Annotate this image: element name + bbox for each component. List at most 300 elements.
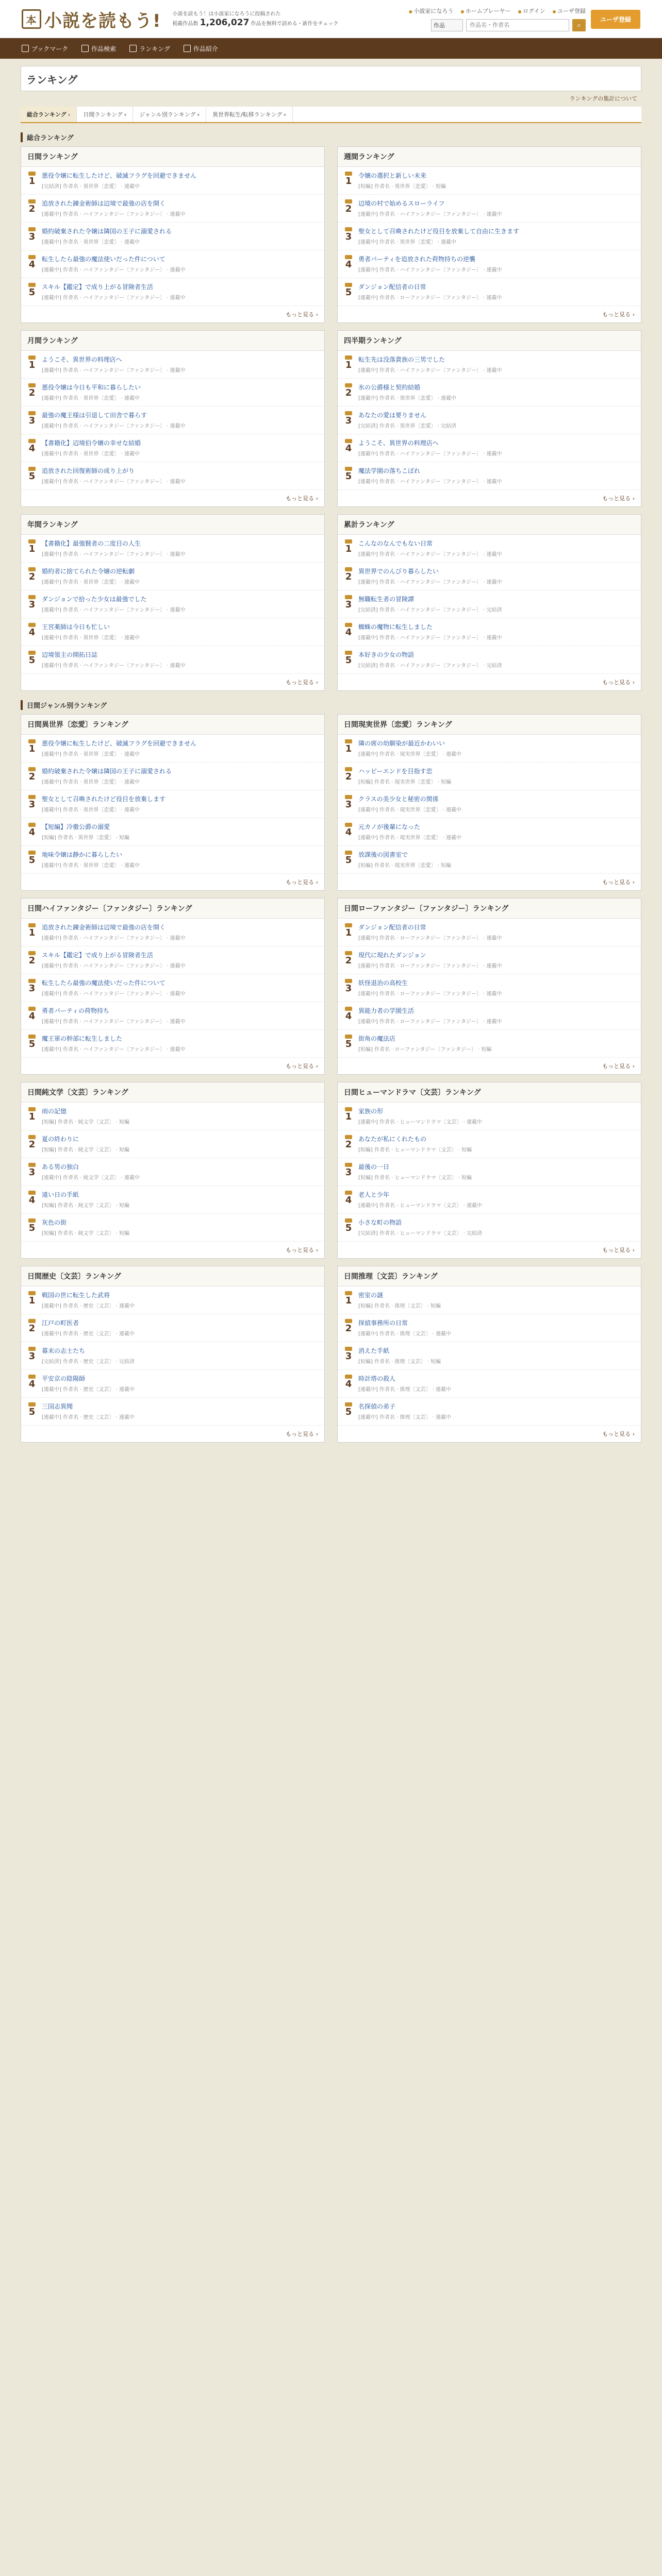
ranking-panel (21, 1266, 325, 1443)
work-meta: [連載中] 作者名 · ローファンタジー〔ファンタジー〕 · 連載中 (358, 963, 502, 969)
list-item (338, 1186, 641, 1214)
work-meta: [連載中] 作者名 · ハイファンタジー〔ファンタジー〕 · 連載中 (42, 963, 186, 969)
rank-value: 2 (28, 955, 36, 966)
header-link[interactable]: ● ホームプレーヤー (460, 7, 510, 15)
work-meta: [連載中] 作者名 · ハイファンタジー〔ファンタジー〕 · 連載中 (42, 991, 186, 997)
work-meta: [連載中] 作者名 · ハイファンタジー〔ファンタジー〕 · 連載中 (358, 552, 502, 557)
work-title-link[interactable]: あなたの愛は要りません (358, 412, 427, 419)
work-meta: [連載中] 作者名 · 歴史〔文芸〕 · 連載中 (42, 1331, 135, 1337)
crown-icon (28, 1035, 36, 1039)
rank-number (26, 255, 38, 273)
rank-value: 3 (28, 799, 36, 810)
ranking-panel (21, 1082, 325, 1259)
rank-number (26, 1191, 38, 1209)
list-item (21, 919, 324, 946)
rank-value: 4 (28, 827, 36, 838)
list-item (338, 919, 641, 946)
rank-value: 3 (28, 1351, 36, 1362)
more-link[interactable]: もっと見る › (21, 1242, 324, 1254)
rank-number (343, 439, 354, 457)
list-item (21, 735, 324, 762)
work-title-link[interactable]: 勇者パーティを追放された荷物持ちの逆襲 (358, 256, 476, 263)
work-title-link[interactable]: 婚約破棄された令嬢は隣国の王子に溺愛される (42, 228, 172, 235)
rank-value: 4 (28, 1195, 36, 1206)
rank-number (26, 1218, 38, 1236)
list-item (21, 1286, 324, 1314)
rank-number (26, 651, 38, 669)
list-item (338, 1370, 641, 1398)
crown-icon (28, 172, 36, 176)
work-title-link[interactable]: 元カノが後輩になった (358, 823, 421, 831)
tab-daily[interactable]: 日間ランキング ▾ (77, 107, 133, 122)
list-item (21, 1314, 324, 1342)
crown-icon (345, 951, 352, 955)
crown-icon (28, 227, 36, 231)
rank-number (26, 439, 38, 457)
work-title-link[interactable]: ハッピーエンドを目指す恋 (358, 768, 433, 775)
work-meta: [完結済] 作者名 · 歴史〔文芸〕 · 完結済 (42, 1359, 135, 1365)
search-type-select[interactable]: 作品 (431, 19, 463, 31)
rank-value: 4 (28, 443, 36, 454)
rank-value: 5 (28, 1223, 36, 1233)
work-title-link[interactable]: 聖女として召喚されたけど役目を放棄します (42, 795, 166, 803)
rank-number (343, 227, 354, 245)
work-title-link[interactable]: 地味令嬢は静かに暮らしたい (42, 851, 123, 858)
crown-icon (345, 439, 352, 443)
crown-icon (28, 795, 36, 799)
panel-title: 日間歴史〔文芸〕ランキング (21, 1266, 324, 1286)
rank-number (343, 199, 354, 217)
work-title-link[interactable]: ようこそ、異世界の料理店へ (42, 356, 122, 363)
work-meta: [連載中] 作者名 · ハイファンタジー〔ファンタジー〕 · 連載中 (42, 1019, 186, 1025)
work-meta: [連載中] 作者名 · 異世界〔恋愛〕 · 連載中 (42, 396, 140, 401)
work-title-link[interactable]: 転生先は没落貴族の三男でした (358, 356, 445, 363)
work-title-link[interactable]: スキル【鑑定】で成り上がる冒険者生活 (42, 952, 153, 959)
list-item (21, 351, 324, 379)
more-link[interactable]: もっと見る › (21, 306, 324, 318)
header-link[interactable]: ● 小説家になろう (409, 7, 454, 15)
rank-value: 5 (345, 287, 352, 298)
crown-icon (345, 539, 352, 544)
work-title-link[interactable]: 氷の公爵様と契約結婚 (358, 384, 421, 391)
crown-icon (28, 739, 36, 743)
rank-value: 4 (345, 443, 352, 454)
work-title-link[interactable]: 探偵事務所の日常 (358, 1319, 408, 1327)
work-title-link[interactable]: 転生したら最強の魔法使いだった件について (42, 256, 166, 263)
work-title-link[interactable]: 聖女として召喚されたけど役目を放棄して自由に生きます (358, 228, 520, 235)
rank-number (343, 539, 354, 557)
work-meta: [短編] 作者名 · 純文学〔文芸〕 · 短編 (42, 1147, 130, 1153)
list-item (21, 1030, 324, 1058)
list-item (21, 646, 324, 674)
work-title-link[interactable]: 消えた手紙 (358, 1347, 390, 1354)
list-item (21, 846, 324, 874)
work-meta: [連載中] 作者名 · ハイファンタジー〔ファンタジー〕 · 連載中 (358, 479, 502, 485)
work-title-link[interactable]: ダンジョン配信者の日常 (358, 283, 426, 291)
logo-text: 小説を読もう! (44, 10, 161, 31)
crown-icon (345, 227, 352, 231)
tab-genre[interactable]: ジャンル別ランキング ▾ (133, 107, 206, 122)
work-title-link[interactable]: 蜘蛛の魔物に転生しました (358, 623, 433, 631)
rank-value: 4 (28, 259, 36, 270)
work-title-link[interactable]: 【書籍化】最強賢者の二度目の人生 (42, 540, 141, 547)
work-title-link[interactable]: 【短編】冷徹公爵の溺愛 (42, 823, 110, 831)
more-link[interactable]: もっと見る › (21, 874, 324, 886)
list-item (338, 1158, 641, 1186)
work-title-link[interactable]: 異世界でのんびり暮らしたい (358, 568, 439, 575)
work-meta: [連載中] 作者名 · 異世界〔恋愛〕 · 連載中 (42, 779, 140, 785)
rank-number (26, 355, 38, 374)
work-meta: [連載中] 作者名 · ローファンタジー〔ファンタジー〕 · 連載中 (358, 936, 502, 941)
list-item (338, 1398, 641, 1426)
more-link[interactable]: もっと見る › (338, 1242, 641, 1254)
work-title-link[interactable]: 小さな町の物語 (358, 1219, 402, 1226)
crown-icon (345, 383, 352, 387)
rank-value: 4 (345, 1011, 352, 1022)
work-title-link[interactable]: 放課後の図書室で (358, 851, 408, 858)
list-item (338, 379, 641, 406)
header-link[interactable]: ● ユーザ登録 (552, 7, 586, 15)
work-meta: [完結済] 作者名 · ヒューマンドラマ〔文芸〕 · 完結済 (358, 1231, 483, 1236)
work-meta: [完結済] 作者名 · ハイファンタジー〔ファンタジー〕 · 完結済 (358, 663, 502, 669)
rank-number (26, 923, 38, 941)
list-item (21, 278, 324, 306)
work-title-link[interactable]: 街角の魔法店 (358, 1035, 396, 1042)
work-title-link[interactable]: ある男の独白 (42, 1163, 79, 1171)
ranking-panel (337, 714, 641, 891)
rank-number (26, 851, 38, 869)
rank-value: 5 (28, 1406, 36, 1417)
rank-value: 2 (345, 387, 352, 398)
rank-value: 1 (28, 743, 36, 754)
work-title-link[interactable]: こんなのなんでもない日常 (358, 540, 433, 547)
work-title-link[interactable]: 転生したら最強の魔法使いだった件について (42, 979, 166, 987)
crown-icon (28, 467, 36, 471)
crown-icon (345, 979, 352, 983)
ranking-panel (21, 898, 325, 1075)
work-title-link[interactable]: 平安京の陰陽師 (42, 1375, 86, 1382)
work-title-link[interactable]: あなたが私にくれたもの (358, 1136, 427, 1143)
rank-value: 3 (28, 599, 36, 610)
nav-ranking[interactable]: ランキング (129, 44, 170, 53)
book-icon (184, 45, 191, 52)
rank-number (343, 951, 354, 969)
work-title-link[interactable]: 灰色の街 (42, 1219, 67, 1226)
rank-number (26, 411, 38, 429)
work-title-link[interactable]: 辺境領主の開拓日誌 (42, 651, 98, 658)
work-meta: [連載中] 作者名 · ローファンタジー〔ファンタジー〕 · 連載中 (358, 295, 502, 301)
work-title-link[interactable]: 悪役令嬢に転生したけど、破滅フラグを回避できません (42, 740, 197, 747)
search-input[interactable] (466, 19, 569, 31)
work-title-link[interactable]: 幕末の志士たち (42, 1347, 86, 1354)
list-item (21, 790, 324, 818)
work-meta: [連載中] 作者名 · ハイファンタジー〔ファンタジー〕 · 連載中 (42, 607, 186, 613)
ranking-info-link[interactable]: ランキングの集計について (569, 95, 637, 102)
ranking-panel (337, 330, 641, 507)
rank-value: 5 (345, 1406, 352, 1417)
work-meta: [連載中] 作者名 · 現実世界〔恋愛〕 · 連載中 (358, 752, 462, 757)
work-title-link[interactable]: 最強の魔王様は引退して田舎で暮らす (42, 412, 147, 419)
crown-icon (28, 567, 36, 571)
tab-isekai[interactable]: 異世界転生/転移ランキング ▾ (206, 107, 293, 122)
rank-value: 2 (28, 387, 36, 398)
site-header (0, 0, 662, 38)
crown-icon (28, 979, 36, 983)
crown-icon (28, 1135, 36, 1139)
more-link[interactable]: もっと見る › (338, 1426, 641, 1438)
rank-value: 5 (28, 471, 36, 482)
header-link[interactable]: ● ログイン (518, 7, 545, 15)
more-link[interactable]: もっと見る › (21, 490, 324, 502)
work-title-link[interactable]: 現代に現れたダンジョン (358, 952, 426, 959)
crown-icon (28, 383, 36, 387)
rank-number (26, 539, 38, 557)
more-link[interactable]: もっと見る › (21, 674, 324, 686)
more-link[interactable]: もっと見る › (21, 1058, 324, 1070)
ranking-grid (21, 714, 641, 1443)
work-meta: [連載中] 作者名 · 異世界〔恋愛〕 · 連載中 (358, 396, 457, 401)
rank-value: 4 (345, 1195, 352, 1206)
work-title-link[interactable]: 夏の終わりに (42, 1136, 79, 1143)
count-suffix: 作品を無料で読める・新作をチェック (251, 21, 339, 27)
more-link[interactable]: もっと見る › (338, 674, 641, 686)
work-title-link[interactable]: 密室の謎 (358, 1292, 384, 1299)
work-title-link[interactable]: 時計塔の殺人 (358, 1375, 396, 1382)
work-title-link[interactable]: クラスの美少女と秘密の関係 (358, 795, 439, 803)
list-item (338, 1286, 641, 1314)
work-title-link[interactable]: 隣の席の幼馴染が最近かわいい (358, 740, 445, 747)
work-title-link[interactable]: 【書籍化】辺境伯令嬢の幸せな結婚 (42, 439, 141, 447)
work-title-link[interactable]: 婚約者に捨てられた令嬢の逆転劇 (42, 568, 135, 575)
rank-number (343, 383, 354, 401)
rank-number (26, 1035, 38, 1053)
more-link[interactable]: もっと見る › (21, 1426, 324, 1438)
more-link[interactable]: もっと見る › (338, 874, 641, 886)
ranking-panel (337, 514, 641, 691)
work-meta: [完結済] 作者名 · 異世界〔恋愛〕 · 完結済 (358, 423, 457, 429)
work-title-link[interactable]: 戦国の世に転生した武将 (42, 1292, 110, 1299)
work-meta: [短編] 作者名 · 純文学〔文芸〕 · 短編 (42, 1203, 130, 1209)
work-title-link[interactable]: 追放された錬金術師は辺境で最強の店を開く (42, 924, 166, 931)
work-meta: [短編] 作者名 · ローファンタジー〔ファンタジー〕 · 短編 (358, 1047, 492, 1053)
ranking-tabs (21, 107, 641, 123)
work-title-link[interactable]: 魔王軍の幹部に転生しました (42, 1035, 123, 1042)
work-title-link[interactable]: 名探偵の弟子 (358, 1403, 396, 1410)
panel-title: 日間純文学〔文芸〕ランキング (21, 1082, 324, 1103)
work-title-link[interactable]: 妖怪退治の高校生 (358, 979, 408, 987)
rank-number (343, 255, 354, 273)
list-item (338, 646, 641, 674)
work-meta: [連載中] 作者名 · ハイファンタジー〔ファンタジー〕 · 連載中 (358, 451, 502, 457)
more-link[interactable]: もっと見る › (338, 1058, 641, 1070)
work-meta: [連載中] 作者名 · ハイファンタジー〔ファンタジー〕 · 連載中 (358, 212, 502, 217)
ranking-sections (21, 132, 641, 1443)
rank-number (343, 767, 354, 785)
rank-value: 5 (28, 655, 36, 666)
tab-overall[interactable]: 総合ランキング ▾ (21, 107, 77, 122)
book-icon: 本 (22, 9, 41, 29)
work-meta: [連載中] 作者名 · ハイファンタジー〔ファンタジー〕 · 連載中 (42, 368, 186, 374)
work-title-link[interactable]: 追放された錬金術師は辺境で最強の店を開く (42, 200, 166, 207)
work-meta: [連載中] 作者名 · ハイファンタジー〔ファンタジー〕 · 連載中 (42, 212, 186, 217)
list-item (338, 1030, 641, 1058)
rank-number (343, 1402, 354, 1420)
work-title-link[interactable]: 悪役令嬢に転生したけど、破滅フラグを回避できません (42, 172, 197, 179)
work-meta: [連載中] 作者名 · 歴史〔文芸〕 · 連載中 (42, 1387, 135, 1393)
work-title-link[interactable]: 三国志異聞 (42, 1403, 73, 1410)
rank-value: 3 (345, 1167, 352, 1178)
work-title-link[interactable]: ダンジョンで拾った少女は最強でした (42, 596, 147, 603)
crown-icon (345, 1402, 352, 1406)
work-title-link[interactable]: 家族の形 (358, 1108, 384, 1115)
rank-value: 3 (28, 231, 36, 242)
list-item (21, 434, 324, 462)
more-link[interactable]: もっと見る › (338, 306, 641, 318)
rank-value: 5 (345, 855, 352, 866)
work-title-link[interactable]: 本好きの少女の物語 (358, 651, 415, 658)
rank-value: 2 (345, 771, 352, 782)
work-meta: [短編] 作者名 · ヒューマンドラマ〔文芸〕 · 短編 (358, 1175, 472, 1181)
work-title-link[interactable]: ようこそ、異世界の料理店へ (358, 439, 439, 447)
rank-number (26, 199, 38, 217)
list-item (338, 1214, 641, 1242)
more-link[interactable]: もっと見る › (338, 490, 641, 502)
work-meta: [連載中] 作者名 · ハイファンタジー〔ファンタジー〕 · 連載中 (42, 936, 186, 941)
work-meta: [連載中] 作者名 · 異世界〔恋愛〕 · 連載中 (42, 752, 140, 757)
crown-icon (345, 1218, 352, 1223)
work-meta: [連載中] 作者名 · 異世界〔恋愛〕 · 連載中 (42, 451, 140, 457)
list-item (338, 818, 641, 846)
search-icon[interactable]: ⌕ (572, 19, 586, 31)
rank-value: 2 (345, 1139, 352, 1150)
tagline: 小説を読もう！は小説家になろうに投稿された (172, 11, 281, 17)
work-meta: [連載中] 作者名 · ハイファンタジー〔ファンタジー〕 · 連載中 (42, 479, 186, 485)
rank-number (343, 979, 354, 997)
work-meta: [短編] 作者名 · 純文学〔文芸〕 · 短編 (42, 1120, 130, 1125)
list-item (21, 590, 324, 618)
rank-number (26, 823, 38, 841)
panel-title: 年間ランキング (21, 515, 324, 535)
rank-number (26, 1319, 38, 1337)
work-title-link[interactable]: 江戸の町医者 (42, 1319, 79, 1327)
list-item (338, 223, 641, 250)
rank-value: 3 (345, 415, 352, 426)
rank-value: 4 (345, 259, 352, 270)
ranking-panel (21, 146, 325, 323)
crown-icon (345, 567, 352, 571)
rank-value: 4 (345, 1379, 352, 1389)
crown-icon (28, 439, 36, 443)
work-title-link[interactable]: 婚約破棄された令嬢は隣国の王子に溺愛される (42, 768, 172, 775)
nav-intro[interactable]: 作品紹介 (184, 44, 218, 53)
work-meta: [連載中] 作者名 · ハイファンタジー〔ファンタジー〕 · 連載中 (42, 423, 186, 429)
work-title-link[interactable]: 令嬢の選択と新しい未来 (358, 172, 427, 179)
rank-number (26, 767, 38, 785)
search-icon (81, 45, 89, 52)
list-item (338, 590, 641, 618)
nav-bookmark[interactable]: ブックマーク (22, 44, 68, 53)
rank-number (26, 1135, 38, 1153)
panel-title: 日間異世界〔恋愛〕ランキング (21, 715, 324, 735)
crown-icon (28, 539, 36, 544)
nav-search[interactable]: 作品検索 (81, 44, 116, 53)
list-item (21, 946, 324, 974)
list-item (338, 351, 641, 379)
work-title-link[interactable]: 勇者パーティの荷物持ち (42, 1007, 110, 1014)
crown-icon (345, 467, 352, 471)
list-item (338, 1130, 641, 1158)
work-title-link[interactable]: スキル【鑑定】で成り上がる冒険者生活 (42, 283, 153, 291)
rank-value: 5 (28, 855, 36, 866)
list-item (338, 406, 641, 434)
rank-value: 5 (28, 1039, 36, 1049)
work-title-link[interactable]: 魔法学園の落ちこぼれ (358, 467, 421, 474)
rank-number (343, 1007, 354, 1025)
work-meta: [連載中] 作者名 · 推理〔文芸〕 · 連載中 (358, 1387, 452, 1393)
rank-number (26, 1007, 38, 1025)
rank-number (343, 923, 354, 941)
list-item (338, 846, 641, 874)
list-item (338, 195, 641, 223)
work-meta: [短編] 作者名 · 異世界〔恋愛〕 · 短編 (42, 835, 130, 841)
work-title-link[interactable]: 王宮薬師は今日も忙しい (42, 623, 110, 631)
work-title-link[interactable]: 老人と少年 (358, 1191, 390, 1198)
crown-icon (345, 255, 352, 259)
work-meta: [連載中] 作者名 · 異世界〔恋愛〕 · 連載中 (42, 635, 140, 641)
crown-icon (28, 1375, 36, 1379)
site-logo[interactable] (22, 7, 161, 32)
work-meta: [連載中] 作者名 · 歴史〔文芸〕 · 連載中 (42, 1303, 135, 1309)
register-button[interactable]: ユーザ登録 (591, 10, 640, 29)
work-title-link[interactable]: 悪役令嬢は今日も平和に暮らしたい (42, 384, 141, 391)
work-title-link[interactable]: ダンジョン配信者の日常 (358, 924, 426, 931)
list-item (21, 167, 324, 195)
work-title-link[interactable]: 無職転生者の冒険譚 (358, 596, 415, 603)
list-item (338, 167, 641, 195)
rank-value: 4 (28, 1011, 36, 1022)
list-item (338, 462, 641, 490)
list-item (21, 1342, 324, 1370)
rank-value: 1 (345, 743, 352, 754)
work-title-link[interactable]: 最後の一日 (358, 1163, 390, 1171)
rank-number (26, 383, 38, 401)
work-title-link[interactable]: 遠い日の手紙 (42, 1191, 79, 1198)
crown-icon (28, 1291, 36, 1295)
work-meta: [連載中] 作者名 · ハイファンタジー〔ファンタジー〕 · 連載中 (42, 267, 186, 273)
rank-number (26, 739, 38, 757)
work-meta: [完結済] 作者名 · 異世界〔恋愛〕 · 連載中 (42, 184, 140, 190)
work-title-link[interactable]: 雨の記憶 (42, 1108, 67, 1115)
crown-icon (345, 172, 352, 176)
crown-icon (345, 1107, 352, 1111)
panel-title: 四半期ランキング (338, 331, 641, 351)
rank-value: 3 (345, 1351, 352, 1362)
work-title-link[interactable]: 異能力者の学園生活 (358, 1007, 415, 1014)
list-item (21, 195, 324, 223)
rank-number (343, 1035, 354, 1053)
list-item (21, 1158, 324, 1186)
rank-number (26, 1107, 38, 1125)
crown-icon (28, 1163, 36, 1167)
rank-number (343, 1163, 354, 1181)
rank-value: 1 (345, 1111, 352, 1122)
rank-value: 1 (345, 176, 352, 187)
rank-value: 1 (28, 176, 36, 187)
list-item (338, 1002, 641, 1030)
work-title-link[interactable]: 追放された回復術師の成り上がり (42, 467, 135, 474)
rank-value: 5 (345, 1039, 352, 1049)
work-title-link[interactable]: 辺境の村で始めるスローライフ (358, 200, 445, 207)
